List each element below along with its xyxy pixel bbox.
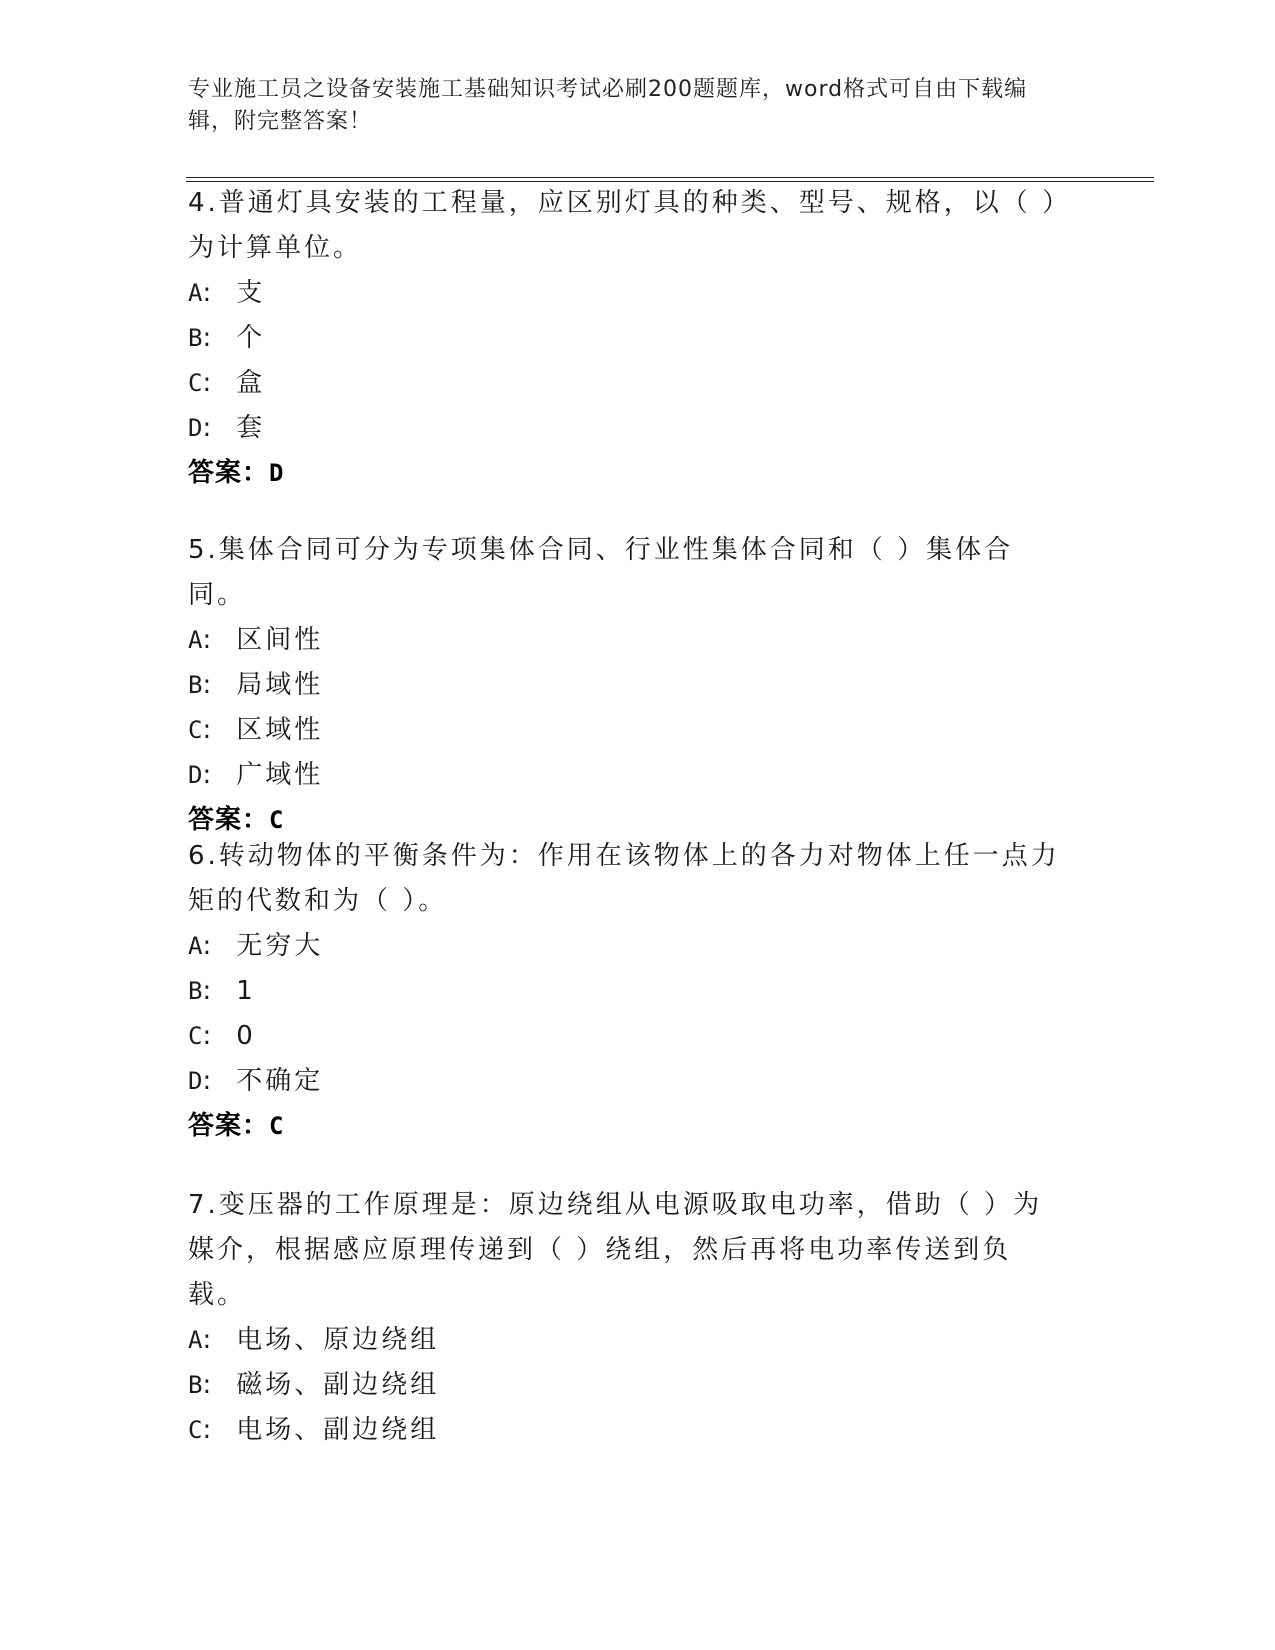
option-b: B: 1	[188, 976, 256, 1006]
option-text: 个	[236, 323, 266, 353]
option-letter: D	[188, 1067, 203, 1095]
option-d: D: 广域性	[188, 760, 324, 790]
option-text: 1	[236, 976, 256, 1006]
option-text: 局域性	[236, 670, 324, 700]
option-letter: B	[188, 977, 203, 1005]
question-stem: 7.变压器的工作原理是：原边绕组从电源吸取电功率，借助（ ）为媒介，根据感应原理传递到（ ）绕组，然后再将电功率传送到负载。	[188, 1190, 1043, 1310]
option-letter: C	[188, 1022, 203, 1050]
option-text: 盒	[236, 368, 266, 398]
option-text: 电场、副边绕组	[236, 1415, 440, 1445]
question-4	[188, 181, 1068, 496]
option-letter: C	[188, 369, 203, 397]
option-b: B: 个	[188, 323, 266, 353]
option-a: A: 区间性	[188, 625, 324, 655]
option-c: C: 区域性	[188, 715, 324, 745]
option-letter: D	[188, 761, 203, 789]
option-text: 无穷大	[236, 931, 324, 961]
option-c: C: 0	[188, 1021, 256, 1051]
answer-line	[188, 451, 1068, 496]
document-header	[188, 74, 1068, 138]
option-text: 广域性	[236, 760, 324, 790]
answer-value: D	[269, 459, 285, 487]
option-a: A: 无穷大	[188, 931, 324, 961]
option-d: D: 不确定	[188, 1066, 324, 1096]
answer-line	[188, 1104, 1068, 1149]
option-a: A: 电场、原边绕组	[188, 1325, 440, 1355]
option-letter: B	[188, 324, 203, 352]
option-text: 支	[236, 278, 266, 308]
document-title: 专业施工员之设备安装施工基础知识考试必刷200题题库，word格式可自由下载编辑，附完整答案！	[188, 77, 1028, 134]
option-letter: B	[188, 1371, 203, 1399]
option-a: A: 支	[188, 278, 266, 308]
option-letter: A	[188, 1326, 203, 1354]
option-c: C: 电场、副边绕组	[188, 1415, 440, 1445]
answer-label: 答案：	[188, 458, 270, 488]
option-text: 不确定	[236, 1066, 324, 1096]
option-letter: D	[188, 414, 203, 442]
option-text: 区间性	[236, 625, 324, 655]
option-letter: A	[188, 932, 203, 960]
answer-label: 答案：	[188, 1111, 270, 1141]
question-7	[188, 1183, 1068, 1453]
option-letter: C	[188, 1416, 203, 1444]
option-b: B: 磁场、副边绕组	[188, 1370, 440, 1400]
question-6	[188, 834, 1068, 1149]
question-stem: 4.普通灯具安装的工程量，应区别灯具的种类、型号、规格，以（ ）为计算单位。	[188, 188, 1059, 263]
question-5	[188, 528, 1068, 843]
option-letter: A	[188, 626, 203, 654]
option-d: D: 套	[188, 413, 266, 443]
question-stem: 5.集体合同可分为专项集体合同、行业性集体合同和（ ）集体合同。	[188, 535, 1014, 610]
answer-label: 答案：	[188, 805, 270, 835]
option-letter: C	[188, 716, 203, 744]
option-c: C: 盒	[188, 368, 266, 398]
answer-value: C	[269, 806, 285, 834]
option-letter: A	[188, 279, 203, 307]
option-text: 区域性	[236, 715, 324, 745]
option-letter: B	[188, 671, 203, 699]
option-text: 电场、原边绕组	[236, 1325, 440, 1355]
option-text: 套	[236, 413, 266, 443]
option-b: B: 局域性	[188, 670, 324, 700]
question-stem: 6.转动物体的平衡条件为：作用在该物体上的各力对物体上任一点力矩的代数和为（ ）。	[188, 841, 1060, 916]
answer-value: C	[269, 1112, 285, 1140]
option-text: 0	[236, 1021, 256, 1051]
option-text: 磁场、副边绕组	[236, 1370, 440, 1400]
